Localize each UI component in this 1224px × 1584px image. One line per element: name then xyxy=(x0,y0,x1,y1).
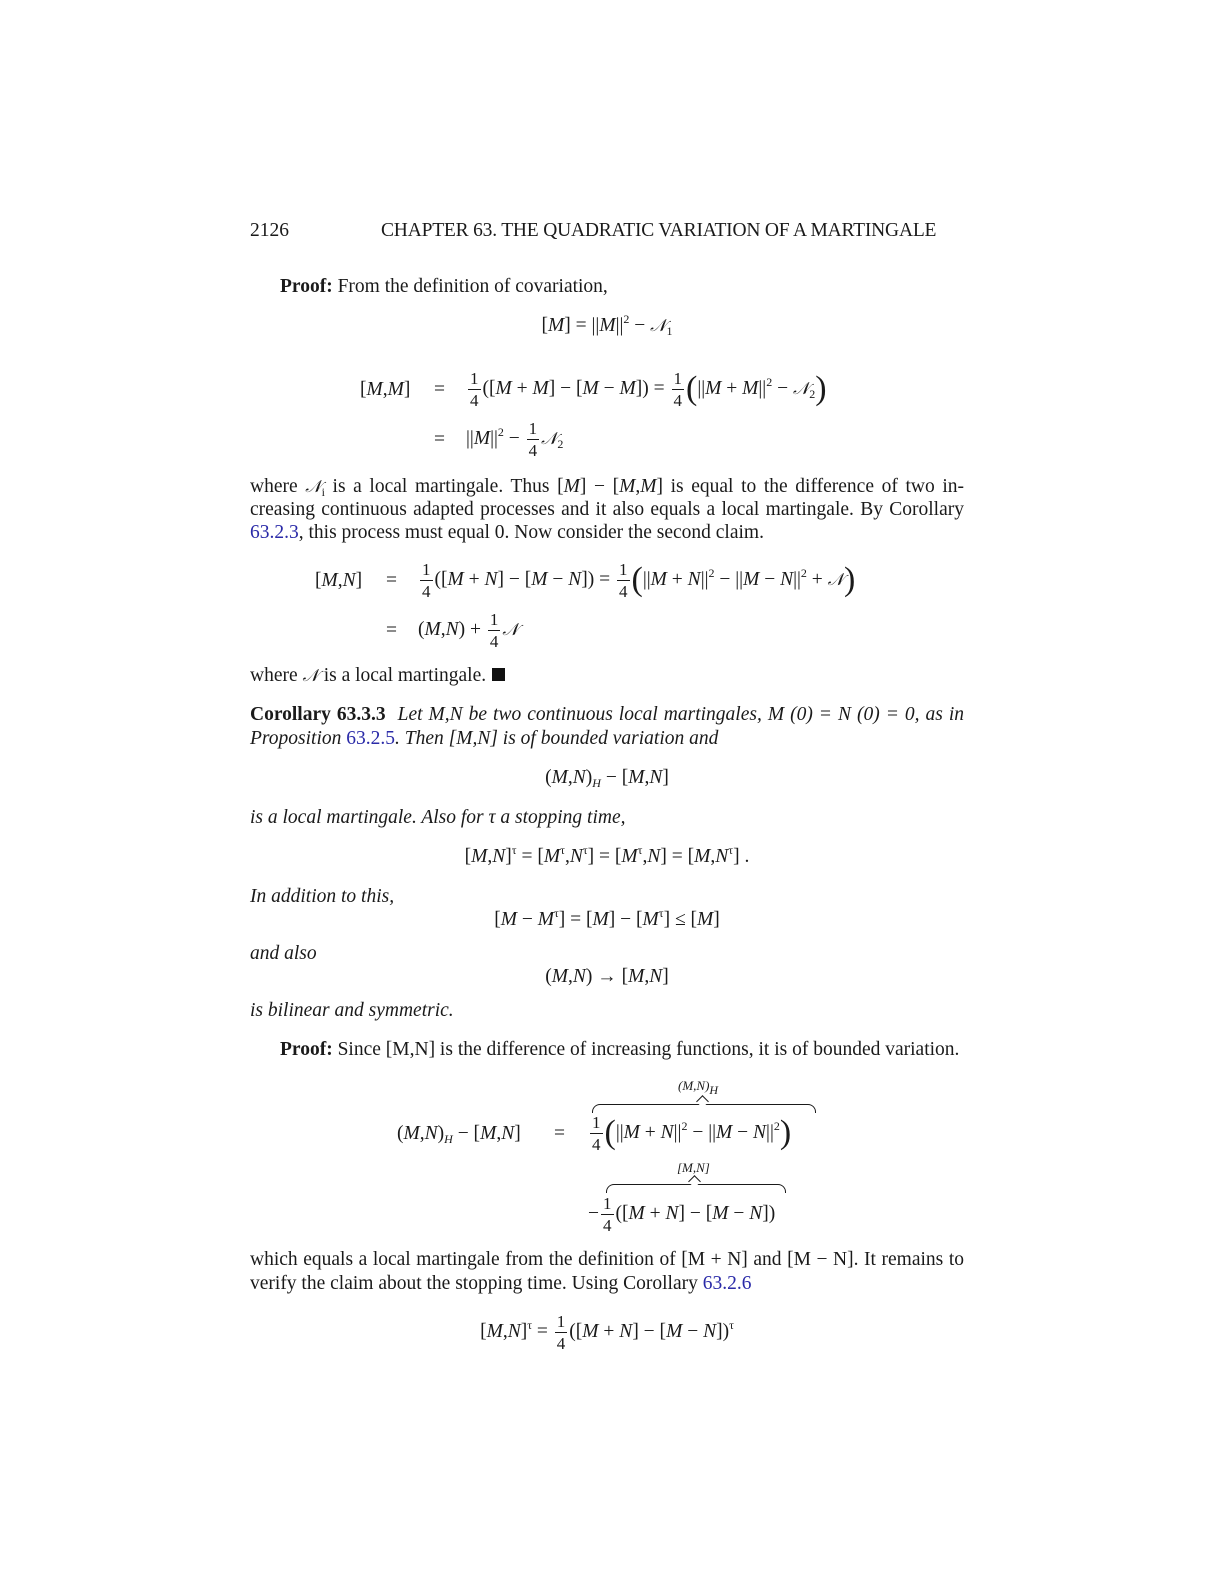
chapter-title: CHAPTER 63. THE QUADRATIC VARIATION OF A MARTINGALE xyxy=(381,220,937,241)
equation-inequality: $[M - M^\tau] = [M] - [M^\tau] \le [M]$ xyxy=(494,906,720,930)
proof2-after1: which equals a local martingale from the definition of [M + N] and [M − N]. It remains to xyxy=(250,1249,964,1270)
proof2-after2: verify the claim about the stopping time. Using Corollary 63.2.6 xyxy=(250,1273,752,1294)
equation-mm-row1: [M,M] xyxy=(360,379,411,400)
equation-covariation-difference: $(M,N)_H - [M,N]$ xyxy=(545,767,669,790)
equation-mn-rhs1: $\frac{1}{4}$ ([M + N] − [M − N]) = $\frac{1}{4}$ ($||M + N||^2 - ||M - N||^2$ + 𝒩) xyxy=(422,560,856,601)
brace-top-label: $(M,N)_H$ xyxy=(678,1078,719,1097)
proposition-link[interactable]: 63.2.5 xyxy=(346,728,395,749)
proof-label: Proof: xyxy=(280,276,333,297)
paragraph-where-final: where 𝒩 is a local martingale. xyxy=(250,664,964,688)
equation-mm-rhs1: $\frac{1}{4}$ ([M + M] − [M − M]) = $\frac{1}{4}$ ($||M + M||^2$ − 𝒩$_2$) xyxy=(470,369,827,410)
equation-mn-eq1: = xyxy=(386,570,397,591)
corollary-line6: is bilinear and symmetric. xyxy=(250,1000,454,1021)
equation-bilinear-map: (M,N) → [M,N] xyxy=(545,966,669,987)
paragraph-where-line1: where 𝒩$_i$ is a local martingale. Thus [M] − [M,M] is equal to the difference of two in- xyxy=(250,476,964,499)
equation-proof2-eq: = xyxy=(554,1123,565,1144)
corollary-line4: In addition to this, xyxy=(250,886,395,907)
equation-mm-eq2: = xyxy=(434,429,445,450)
equation-final: $[M,N]^\tau$ = $\frac{1}{4}$ $([M + N] - [M - N])^\tau$ xyxy=(480,1312,734,1353)
corollary-link-2[interactable]: 63.2.6 xyxy=(702,1273,752,1294)
proof-intro-text: From the definition of covariation, xyxy=(337,276,608,297)
equation-mm-rhs2: $||M||^2$ − $\frac{1}{4}$ 𝒩$_2$ xyxy=(466,419,564,460)
paragraph-where-line2: creasing continuous adapted processes and it also equals a local martingale. By Corollary xyxy=(250,499,964,520)
corollary-line5: and also xyxy=(250,943,317,964)
proof1-intro xyxy=(280,275,994,299)
equation-proof2-rhs2: − $\frac{1}{4}$ ([M + N] − [M − N]) xyxy=(588,1194,776,1235)
equation-mn-rhs2: (M,N) + $\frac{1}{4}$ 𝒩 xyxy=(418,610,519,651)
corollary-label: Corollary 63.3.3 xyxy=(250,704,386,725)
corollary-line3: is a local martingale. Also for τ a stopping time, xyxy=(250,807,626,828)
qed-square-icon xyxy=(492,668,505,681)
paragraph-where-line3: 63.2.3, this process must equal 0. Now consider the second claim. xyxy=(250,522,764,543)
equation-proof2-rhs1: $\frac{1}{4}$ $(||M + N||^2 - ||M - N||^2)$ xyxy=(592,1113,792,1154)
corollary-line1: Corollary 63.3.3 Let M,N be two continuous local martingales, M (0) = N (0) = 0, as in xyxy=(250,704,964,725)
equation-mn-eq2: = xyxy=(386,620,397,641)
equation-mm-eq1: = xyxy=(434,379,445,400)
equation-quadratic-variation: $[M] = ||M||^2$ − 𝒩$_1$ xyxy=(541,312,673,338)
corollary-link[interactable]: 63.2.3 xyxy=(250,522,299,543)
corollary-line2: Proposition 63.2.5. Then [M,N] is of bounded variation and xyxy=(250,728,719,749)
proof-label: Proof: xyxy=(280,1039,333,1060)
brace-bottom-label: [M,N] xyxy=(677,1160,710,1175)
page-number: 2126 xyxy=(250,220,289,241)
equation-stopping-time: $[M,N]^\tau = [M^\tau,N^\tau] = [M^\tau,N] = [M,N^\tau]$ . xyxy=(464,843,750,867)
equation-mn-row1: [M,N] xyxy=(315,570,363,591)
equation-proof2-lhs: $(M,N)_H - [M,N]$ xyxy=(397,1123,521,1146)
proof2-line1: Proof: Since [M,N] is the difference of increasing functions, it is of bounded variation. xyxy=(280,1039,960,1060)
